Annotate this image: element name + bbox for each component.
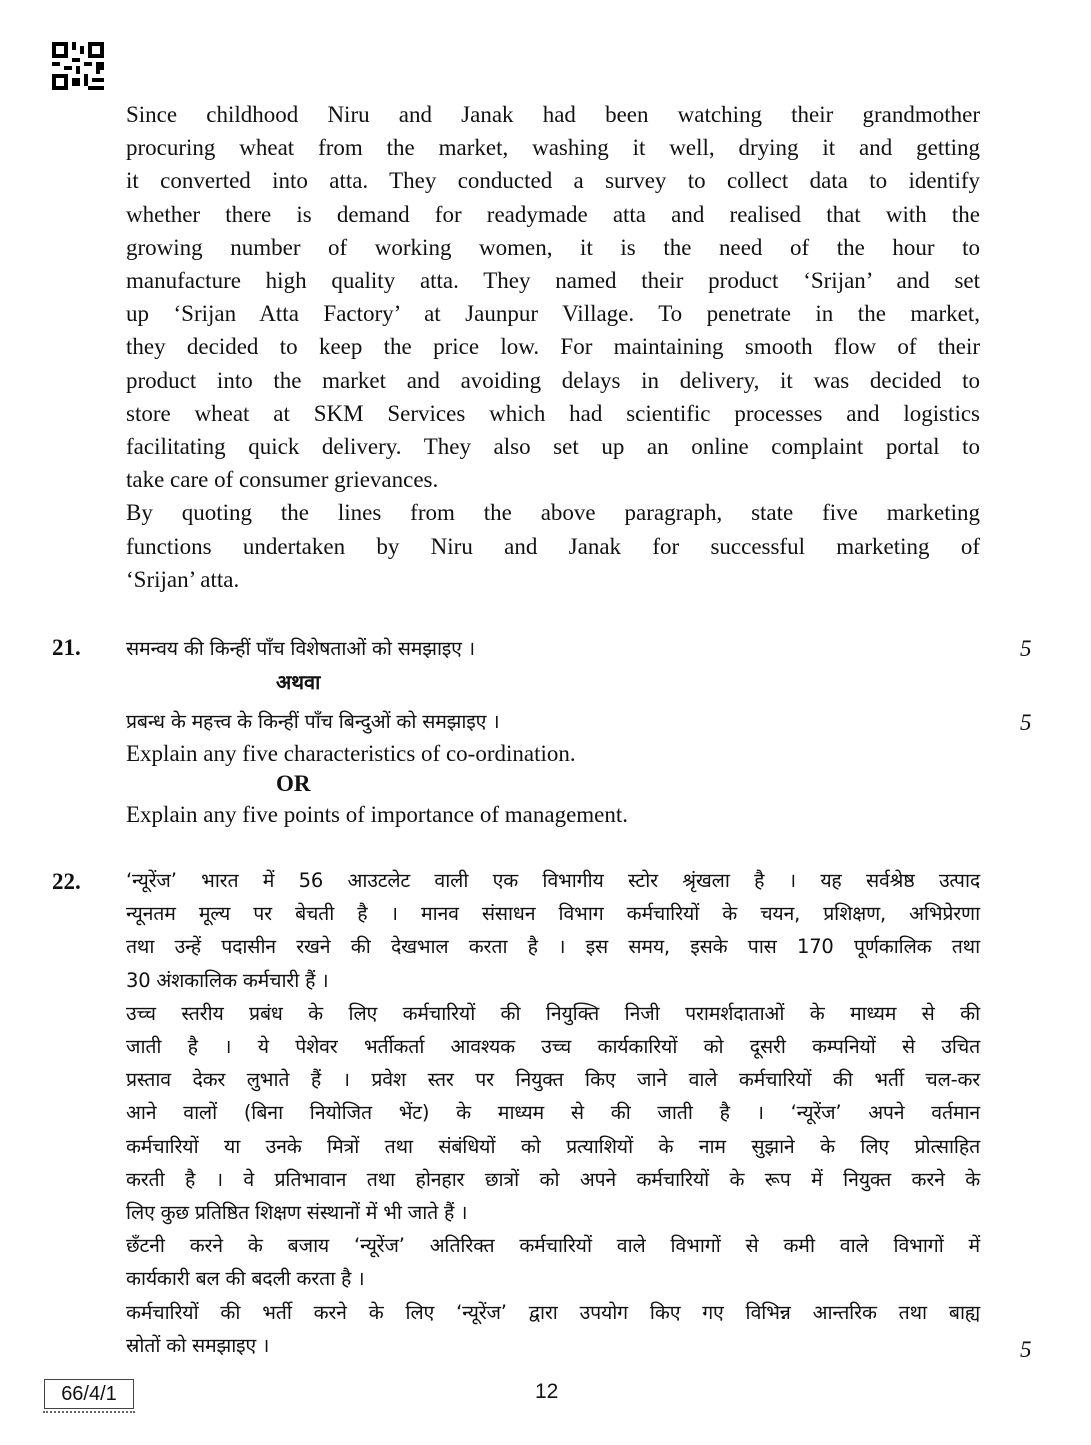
q22-line: उच्च स्तरीय प्रबंध के लिए कर्मचारियों की नियुक्ति निजी परामर्शदाताओं के माध्यम से की (126, 1001, 980, 1025)
q22-line: छँटनी करने के बजाय ‘न्यूरेंज’ अतिरिक्त कर्मचारियों वाले विभागों से कमी वाले विभागों में (126, 1234, 980, 1258)
q21-english-or: OR (276, 771, 311, 796)
q22-line: प्रस्ताव देकर लुभाते हैं । प्रवेश स्तर पर नियुक्त किए जाने वाले कर्मचारियों की भर्ती चल-कर (126, 1068, 980, 1092)
q20-line: Since childhood Niru and Janak had been watching their grandmother (126, 102, 980, 127)
question-number: 22. (52, 869, 81, 894)
q22-hindi-paragraph (126, 864, 980, 1362)
q20-line: whether there is demand for readymade atta and realised that with the (126, 201, 980, 227)
q20-line: growing number of working women, it is the need of the hour to (126, 234, 980, 260)
q21-english-question-1: Explain any five characteristics of co-ordination. (126, 741, 576, 766)
q22-line: न्यूनतम मूल्य पर बेचती है । मानव संसाधन विभाग कर्मचारियों के चयन, प्रशिक्षण, अभिप्रेरणा (126, 902, 980, 926)
q22-line: 30 अंशकालिक कर्मचारी हैं । (126, 968, 329, 992)
q20-line: product into the market and avoiding delays in delivery, it was decided to (126, 367, 980, 393)
question-number: 21. (52, 635, 81, 660)
q20-question-line: functions undertaken by Niru and Janak for successful marketing of (126, 533, 980, 559)
page-number: 12 (535, 1380, 559, 1403)
q22-question-line: स्रोतों को समझाइए । (126, 1333, 270, 1357)
q22-line: करती है । वे प्रतिभावान तथा होनहार छात्रों को अपने कर्मचारियों के रूप में नियुक्त करने के (126, 1167, 980, 1191)
q20-line: up ‘Srijan Atta Factory’ at Jaunpur Village. To penetrate in the market, (126, 301, 980, 327)
q22-line: आने वालों (बिना नियोजित भेंट) के माध्यम से की जाती है । ‘न्यूरेंज’ अपने वर्तमान (126, 1101, 980, 1125)
q22-line: कर्मचारियों या उनके मित्रों तथा संबंधियों को प्रत्याशियों के नाम सुझाने के लिए प्रोत्साहित (126, 1134, 980, 1158)
q22-line: ‘न्यूरेंज’ भारत में 56 आउटलेट वाली एक विभागीय स्टोर श्रृंखला है । यह सर्वश्रेष्ठ उत्पाद (126, 869, 980, 892)
q20-line: manufacture high quality atta. They named their product ‘Srijan’ and set (126, 268, 980, 294)
q20-line: facilitating quick delivery. They also set up an online complaint portal to (126, 434, 980, 460)
q22-question-line: कर्मचारियों की भर्ती करने के लिए ‘न्यूरेंज’ द्वारा उपयोग किए गए विभिन्न आन्तरिक तथा बाह्य (126, 1300, 980, 1324)
q20-line: take care of consumer grievances. (126, 467, 439, 493)
q22-line: लिए कुछ प्रतिष्ठित शिक्षण संस्थानों में भी जाते हैं । (126, 1201, 468, 1225)
q22-line: जाती है । ये पेशेवर भर्तीकर्ता आवश्यक उच्च कार्यकारियों को दूसरी कम्पनियों से उचित (126, 1035, 980, 1059)
q20-line: it converted into atta. They conducted a survey to collect data to identify (126, 168, 980, 194)
marks: 5 (1020, 636, 1032, 661)
q22-line: तथा उन्हें पदासीन रखने की देखभाल करता है । इस समय, इसके पास 170 पूर्णकालिक तथा (126, 935, 980, 959)
paper-code: 66/4/1 (44, 1379, 134, 1409)
q22-line: कार्यकारी बल की बदली करता है । (126, 1267, 365, 1291)
qr-code-icon (52, 42, 104, 90)
q20-question-line: ‘Srijan’ atta. (126, 566, 240, 592)
marks: 5 (1020, 710, 1032, 735)
q20-line: procuring wheat from the market, washing it well, drying it and getting (126, 135, 980, 161)
q21-hindi-question-1: समन्वय की किन्हीं पाँच विशेषताओं को समझाइए । (126, 637, 475, 660)
q20-line: they decided to keep the price low. For maintaining smooth flow of their (126, 334, 980, 360)
q21-hindi-question-2: प्रबन्ध के महत्त्व के किन्हीं पाँच बिन्दुओं को समझाइए । (126, 710, 500, 733)
q21-hindi-or: अथवा (276, 670, 321, 694)
q20-case-paragraph (126, 98, 980, 596)
q21-english-question-2: Explain any five points of importance of management. (126, 802, 629, 827)
marks: 5 (1020, 1337, 1032, 1362)
q20-question-line: By quoting the lines from the above paragraph, state five marketing (126, 500, 980, 526)
q20-line: store wheat at SKM Services which had scientific processes and logistics (126, 400, 980, 426)
